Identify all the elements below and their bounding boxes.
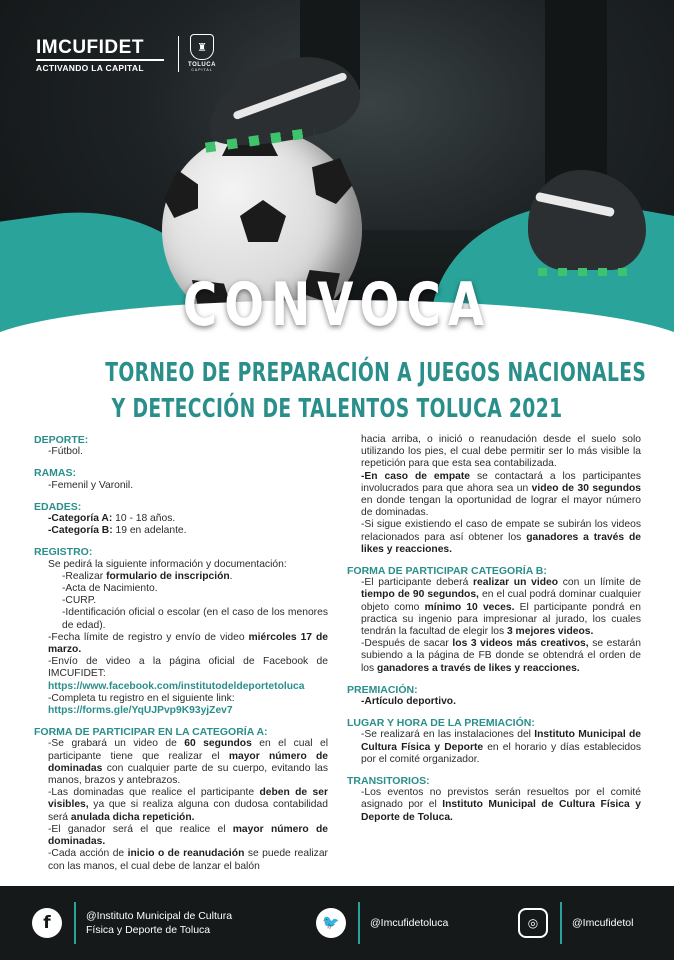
footer-twitter[interactable] bbox=[316, 886, 448, 960]
instagram-handle: @Imcufidetol bbox=[572, 917, 634, 929]
right-column: hacia arriba, o inició o reanudación desde el suelo solo utilizando los pies, el cual debe permitir ser lo más visible la repetición para que esta sea contabilizada. -En caso de empate se contactará a los participantes involucrados para que ahora sea un video de 30 segundos en donde tengan la oportunidad de lograr el mayor número de dominadas. -Si sigue existiendo el caso de empate se subirán los videos relacionados para así obtener los ganadores a través de likes y reacciones. FORMA DE PARTICIPAR CATEGORÍA B: -El participante deberá realizar un video con un límite de tiempo de 90 segundos, en el cual podrá dominar cualquier objeto como mínimo 10 veces. El participante pondrá en practica su ingenio para impresionar al jurado, los cuales tendrán la facultad de elegir los 3 mejores videos. -Después de sacar los 3 videos más creativos, se estarán subiendo a la página de FB donde se obtendrá el orden de los ganadores a través de likes y reacciones. PREMIACIÓN: -Artículo deportivo. LUGAR Y HORA DE LA PREMIACIÓN: -Se realizará en las instalaciones del Instituto Municipal de Cultura Física y Deporte en el horario y días establecidos por el comité organizador. TRANSITORIOS: -Los eventos no previstos serán resueltos por el comité asignado por el Instituto Municipal de Cultura Física y Deporte de Toluca. bbox=[347, 434, 642, 823]
section-ramas-title: RAMAS: bbox=[34, 467, 76, 480]
footer-instagram[interactable] bbox=[518, 886, 633, 960]
shield-icon: ♜ bbox=[190, 34, 214, 60]
brand-name: IMCUFIDET bbox=[36, 37, 144, 58]
brand-tagline: ACTIVANDO LA CAPITAL bbox=[36, 63, 144, 73]
section-premiacion-title: PREMIACIÓN: bbox=[347, 683, 418, 696]
edades-cat-b: -Categoría B: 19 en adelante. bbox=[48, 525, 187, 537]
deporte-value: -Fútbol. bbox=[48, 446, 83, 458]
facebook-handle-line-2: Física y Deporte de Toluca bbox=[86, 924, 211, 936]
facebook-icon[interactable]: f bbox=[32, 908, 62, 938]
logo-divider bbox=[178, 36, 179, 72]
imcufidet-logo bbox=[36, 38, 164, 73]
hero-image bbox=[0, 0, 674, 345]
footer-social-bar bbox=[0, 886, 674, 960]
section-lugar-title: LUGAR Y HORA DE LA PREMIACIÓN: bbox=[347, 717, 535, 730]
ramas-value: -Femenil y Varonil. bbox=[48, 479, 134, 491]
footer-facebook[interactable] bbox=[32, 886, 232, 960]
player-leg-back bbox=[545, 0, 607, 190]
section-cat-a-title: FORMA DE PARTICIPAR EN LA CATEGORÍA A: bbox=[34, 726, 268, 739]
form-link[interactable]: https://forms.gle/YqUJPvp9K93yjZev7 bbox=[48, 705, 233, 717]
premiacion-value: -Artículo deportivo. bbox=[361, 696, 456, 708]
facebook-link[interactable]: https://www.facebook.com/institutodeldeportetoluca bbox=[48, 680, 305, 692]
facebook-handle-line-1: @Instituto Municipal de Cultura bbox=[86, 910, 233, 922]
section-registro-title: REGISTRO: bbox=[34, 546, 93, 559]
section-deporte-title: DEPORTE: bbox=[34, 434, 89, 446]
twitter-icon[interactable]: 🐦 bbox=[316, 908, 346, 938]
left-column: DEPORTE: -Fútbol. RAMAS: -Femenil y Varonil. EDADES: -Categoría A: 10 - 18 años. -Categoría B: 19 en adelante. REGISTRO: Se pedirá la siguiente información y documentación: -Realizar formulario de inscripción. -Acta de Nacimiento. -CURP. -Identificación oficial o escolar (en el caso de los menores de edad). -Fecha límite de registro y envío de video miércoles 17 de marzo. -Envío de video a la página oficial de Facebook de IMCUFIDET: https://www.facebook.com/institutodeldeportetoluca -Completa tu registro en el siguiente link: https://forms.gle/YqUJPvp9K93yjZev7 FORMA DE PARTICIPAR EN LA CATEGORÍA A: -Se grabará un video de 60 segundos en el cual el participante tiene que realizar el mayor número de dominadas con cualquier parte de su cuerpo, evitando las manos, brazos y antebrazos. -Las dominadas que realice el participante deben de ser visibles, ya que si realiza alguna con dudosa contabilidad será anulada dicha repetición. -El ganador será el que realice el mayor número de dominadas. -Cada acción de inicio o de reanudación se puede realizar con las manos, el cual debe de lanzar el balón bbox=[34, 434, 329, 872]
section-cat-b-title: FORMA DE PARTICIPAR CATEGORÍA B: bbox=[347, 565, 547, 578]
twitter-handle: @Imcufidetoluca bbox=[370, 917, 449, 929]
edades-cat-a: -Categoría A: 10 - 18 años. bbox=[48, 513, 176, 525]
soccer-cleat-back bbox=[528, 170, 646, 270]
instagram-icon[interactable]: ◎ bbox=[518, 908, 548, 938]
section-transitorios-title: TRANSITORIOS: bbox=[347, 775, 430, 788]
section-edades-title: EDADES: bbox=[34, 500, 82, 513]
toluca-logo: ♜ TOLUCA CAPITAL bbox=[186, 34, 218, 72]
headline-line-2: Y DETECCIÓN DE TALENTOS TOLUCA 2021 bbox=[111, 394, 563, 424]
hero-title: CONVOCA bbox=[182, 270, 492, 340]
headline-line-1: TORNEO DE PREPARACIÓN A JUEGOS NACIONALES bbox=[105, 358, 647, 388]
